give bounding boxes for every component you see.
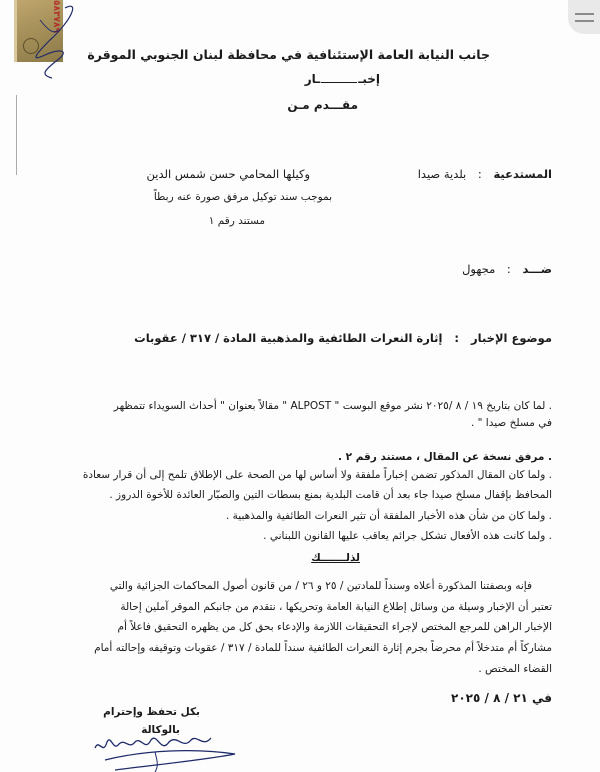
hamburger-menu-icon (575, 13, 594, 15)
document-date: في ٢١ / ٨ / ٢٠٢٥ (451, 691, 552, 705)
menu-button[interactable] (568, 0, 600, 34)
hamburger-menu-icon-bar (575, 20, 594, 22)
defendant-separator: : (506, 262, 511, 276)
agent-line-2: بموجب سند توكيل مرفق صورة عنه ربطاً (153, 191, 332, 203)
para5-line4: مشاركاً أم متدخلاً أم محرضاً بجرم إثارة النعرات الطائفية سنداً للمادة / ٣١٧ / عقوبات وتوقيفه وإحالته أمام (94, 642, 552, 654)
closing-phrase: بكل تحفظ وإحترام (103, 706, 200, 718)
therefore-heading: لذلـــــــك (311, 552, 360, 564)
para2-line2: المحافظ بإقفال مسلخ صيدا جاء بعد أن قامت البلدية بمنع بسطات التين والصبّار العائدة للأخوة الدروز . (109, 489, 552, 501)
agent-line-3: مستند رقم ١ (208, 215, 265, 227)
plaintiff-row (418, 167, 552, 181)
by-proxy: بالوكالة (141, 724, 180, 736)
scan-margin-line (16, 95, 17, 175)
stamp-signature-scribble (10, 0, 80, 80)
para5-line1: فإنه وبصفتنا المذكورة أعلاه وسنداً للمادتين / ٢٥ و ٢٦ / من قانون أصول المحاكمات الجزائية والتي (109, 580, 532, 592)
presented-by: مقـــدم مـن (287, 98, 358, 112)
document-title-part1: إخبـ (358, 72, 380, 86)
subject-separator: : (454, 331, 460, 345)
subject-row (134, 331, 552, 345)
subject-label: موضوع الإخبار (471, 331, 552, 345)
addressee-line: جانب النيابة العامة الإستئنافية في محافظة لبنان الجنوبي الموقرة (87, 47, 490, 62)
para5-line2: تعتبر أن الإخبار وسيلة من وسائل إطلاع النيابة العامة وتحريكها ، نتقدم من جانبكم الموقر آملين إحالة (120, 601, 552, 613)
plaintiff-value: بلدية صيدا (417, 167, 467, 181)
plaintiff-separator: : (477, 167, 482, 181)
para4-line1: . ولما كانت هذه الأفعال تشكل جرائم يعاقب عليها القانون اللبناني . (263, 530, 552, 542)
para1-line1: . لما كان بتاريخ ١٩ / ٨ /٢٠٢٥ نشر موقع البوست " ALPOST " مقالاً بعنوان " أحداث السويداء تتمظهر (113, 400, 552, 412)
document-title (305, 72, 380, 86)
document-title-part2: ـار (304, 72, 321, 86)
subject-value: إثارة النعرات الطائفية والمذهبية المادة / ٣١٧ / عقوبات (134, 331, 443, 345)
defendant-label: ضـــد (522, 262, 552, 276)
title-underline (321, 82, 357, 83)
agent-line-1: وكيلها المحامي حسن شمس الدين (146, 167, 310, 181)
para5-line3: الإخبار الراهن للمرجع المختص لإجراء التحقيقات اللازمة والإدعاء بحق كل من يظهره التحقيق فاعلاً أم (117, 621, 552, 633)
stamp-number: ٥٨٣٧٨٩ (51, 0, 61, 33)
plaintiff-label: المستدعية (493, 167, 552, 181)
para5-line5: القضاء المختص . (478, 663, 552, 675)
para1-line2: في مسلخ صيدا " . (470, 417, 552, 429)
defendant-value: مجهول (462, 262, 496, 276)
para3-line1: . ولما كان من شأن هذه الأخبار الملفقة أن تثير النعرات الطائفية والمذهبية . (226, 510, 552, 522)
lawyer-signature (85, 730, 245, 772)
defendant-row (462, 262, 552, 276)
para2-line1: . ولما كان المقال المذكور تضمن إخباراً ملفقة ولا أساس لها من الصحة على الإطلاق تلمح إلى أن قرار سعادة (82, 469, 552, 481)
attachment-note: . مرفق نسخة عن المقال ، مستند رقم ٢ . (337, 451, 552, 463)
